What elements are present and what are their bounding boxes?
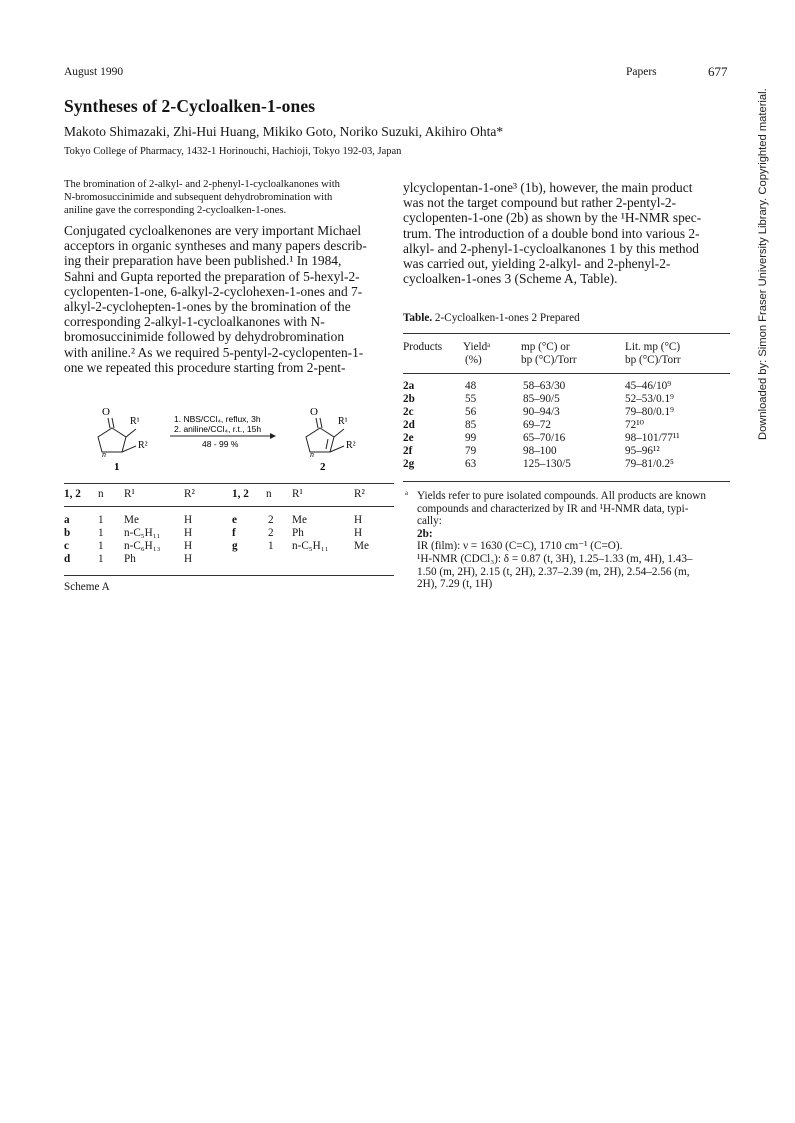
table-cell: 79–81/0.2⁵: [625, 458, 674, 470]
body-line: alkyl- and 2-phenyl-1-cycloalkanones 1 by this method: [403, 240, 700, 256]
author-list: Makoto Shimazaki, Zhi-Hui Huang, Mikiko Goto, Noriko Suzuki, Akihiro Ohta*: [64, 124, 504, 139]
scheme-caption: Scheme A: [64, 581, 110, 593]
results-table-body: [403, 380, 730, 475]
table-row: [403, 380, 730, 393]
table-cell: 2: [268, 514, 274, 526]
table-cell: 2a: [403, 380, 415, 392]
col-yield: Yieldᵃ: [463, 341, 491, 353]
table-cell: b: [64, 527, 71, 539]
footnote-line: compounds and characterized by IR and ¹H-NMR data, typi-: [417, 502, 689, 515]
table-cell: 2g: [403, 458, 415, 470]
results-table-mid-rule: [403, 373, 730, 374]
body-line: with aniline.² As we required 5-pentyl-2-cyclopenten-1-: [64, 344, 364, 360]
table-cell: 48: [465, 380, 477, 392]
product-oxygen: O: [310, 406, 318, 418]
results-table-top-rule: [403, 333, 730, 334]
table-cell: 2: [268, 527, 274, 539]
scheme-col-r1: R¹: [124, 488, 135, 500]
table-cell: Ph: [124, 553, 136, 565]
table-cell: 55: [465, 393, 477, 405]
body-line: was carried out, yielding 2-alkyl- and 2-phenyl-2-: [403, 256, 671, 272]
body-line: cyclopenten-1-one (2b) as shown by the ¹H-NMR spec-: [403, 210, 702, 226]
table-cell: Me: [124, 514, 139, 526]
table-cell: 56: [465, 406, 477, 418]
product-r2: R²: [346, 440, 356, 451]
table-cell: Me: [354, 540, 369, 552]
table-cell: e: [232, 514, 237, 526]
scheme-col-r2: R²: [184, 488, 195, 500]
running-header-date: August 1990: [64, 66, 124, 78]
product-label: 2: [320, 461, 326, 473]
reactant-oxygen: O: [102, 406, 110, 418]
reactant-label: 1: [114, 461, 120, 473]
table-cell: f: [232, 527, 236, 539]
scheme-table-top-rule: [64, 483, 394, 484]
table-cell: H: [354, 527, 363, 539]
table-row: [403, 419, 730, 432]
table-caption-label: Table.: [403, 312, 433, 324]
table-cell: H: [184, 514, 193, 526]
col-mp-unit: bp (°C)/Torr: [521, 354, 577, 366]
table-cell: 85–90/5: [523, 393, 560, 405]
scheme-col-n: n: [98, 488, 104, 500]
table-cell: 99: [465, 432, 477, 444]
col-lit: Lit. mp (°C): [625, 341, 681, 353]
abstract: [64, 178, 394, 217]
col-products: Products: [403, 341, 443, 353]
table-cell: 1: [98, 540, 104, 552]
table-cell: 95–96¹²: [625, 445, 660, 457]
table-cell: 1: [98, 514, 104, 526]
table-cell: 2d: [403, 419, 415, 431]
scheme-table-body: [64, 514, 394, 570]
body-line: acceptors in organic syntheses and many papers describ-: [64, 238, 367, 254]
table-row: [403, 458, 730, 471]
body-line: alkyl-2-cyclohepten-1-ones by the bromination of the: [64, 299, 351, 315]
table-cell: d: [64, 553, 71, 565]
reagent-step-2: 2. aniline/CCl₄, r.t., 15h: [174, 424, 262, 434]
table-cell: 79–80/0.1⁹: [625, 406, 674, 418]
affiliation: Tokyo College of Pharmacy, 1432-1 Horinouchi, Hachioji, Tokyo 192-03, Japan: [64, 146, 402, 157]
table-cell: 85: [465, 419, 477, 431]
table-row: [64, 540, 394, 553]
body-line: bromosuccinimide followed by dehydrobromination: [64, 329, 345, 345]
table-cell: n-C₅H₁₁: [292, 540, 329, 552]
table-cell: 125–130/5: [523, 458, 571, 470]
footnote-line: 1.50 (m, 2H), 2.15 (t, 2H), 2.37–2.39 (m, 2H), 2.54–2.56 (m,: [417, 565, 690, 578]
table-cell: n-C₆H₁₃: [124, 540, 161, 552]
table-cell: H: [354, 514, 363, 526]
reactant-n: n: [102, 450, 106, 459]
table-cell: Ph: [292, 527, 304, 539]
running-header-section: Papers: [626, 66, 657, 78]
reactant-r2: R²: [138, 440, 148, 451]
table-cell: Me: [292, 514, 307, 526]
abstract-line: The bromination of 2-alkyl- and 2-phenyl-1-cycloalkanones with: [64, 179, 340, 190]
reagent-step-1: 1. NBS/CCl₄, reflux, 3h: [174, 414, 261, 424]
col-mp: mp (°C) or: [521, 341, 570, 353]
product-n: n: [310, 450, 314, 459]
table-cell: H: [184, 527, 193, 539]
body-line: one we repeated this procedure starting from 2-pent-: [64, 359, 346, 375]
scheme-col-compound: 1, 2: [232, 488, 249, 500]
reactant-r1: R¹: [130, 416, 140, 427]
table-row: [64, 527, 394, 540]
table-cell: 65–70/16: [523, 432, 566, 444]
footnote-line: 2b:: [417, 527, 433, 540]
abstract-line: N-bromosuccinimide and subsequent dehydrobromination with: [64, 192, 333, 203]
table-cell: 69–72: [523, 419, 551, 431]
table-row: [403, 406, 730, 419]
body-text-left: [64, 223, 394, 375]
footnote-line: IR (film): ν = 1630 (C=C), 1710 cm⁻¹ (C=O).: [417, 540, 623, 553]
results-table-header: [403, 341, 730, 369]
table-cell: 98–101/77¹¹: [625, 432, 680, 444]
scheme-table-header: [64, 488, 394, 502]
body-line: corresponding 2-alkyl-1-cycloalkanones with N-: [64, 314, 325, 330]
body-line: Sahni and Gupta reported the preparation of 5-hexyl-2-: [64, 268, 360, 284]
table-cell: 2e: [403, 432, 414, 444]
table-cell: c: [64, 540, 69, 552]
product-r1: R¹: [338, 416, 348, 427]
table-cell: 1: [268, 540, 274, 552]
table-cell: 63: [465, 458, 477, 470]
table-cell: 1: [98, 527, 104, 539]
scheme-table-mid-rule: [64, 506, 394, 507]
scheme-a-reaction: [64, 400, 394, 478]
footnote-mark: ᵃ: [405, 489, 409, 501]
footnote-line: ¹H-NMR (CDCl₃): δ = 0.87 (t, 3H), 1.25–1.33 (m, 4H), 1.43–: [417, 552, 693, 565]
body-line: trum. The introduction of a double bond into various 2-: [403, 225, 700, 241]
download-watermark: Downloaded by: Simon Fraser University Library. Copyrighted material.: [757, 88, 769, 440]
scheme-col-compound: 1, 2: [64, 488, 81, 500]
footnote-line: cally:: [417, 515, 442, 528]
body-line: ing their preparation have been published.¹ In 1984,: [64, 253, 342, 269]
table-cell: H: [184, 553, 193, 565]
table-row: [403, 393, 730, 406]
body-line: Conjugated cycloalkenones are very important Michael: [64, 223, 362, 238]
col-yield-unit: (%): [465, 354, 482, 366]
table-cell: 2c: [403, 406, 414, 418]
reaction-arrow-head: [270, 433, 276, 439]
table-cell: 90–94/3: [523, 406, 560, 418]
results-table-bottom-rule: [403, 481, 730, 482]
scheme-col-r2: R²: [354, 488, 365, 500]
scheme-col-r1: R¹: [292, 488, 303, 500]
page-number: 677: [708, 64, 728, 79]
table-cell: 52–53/0.1⁹: [625, 393, 674, 405]
table-cell: g: [232, 540, 238, 552]
body-line: ylcyclopentan-1-one³ (1b), however, the main product: [403, 180, 693, 195]
abstract-line: aniline gave the corresponding 2-cycloalken-1-ones.: [64, 205, 287, 216]
footnote-line: Yields refer to pure isolated compounds. All products are known: [417, 490, 706, 502]
table-cell: 58–63/30: [523, 380, 566, 392]
table-row: [64, 514, 394, 527]
yield-range: 48 - 99 %: [202, 439, 239, 449]
body-line: cyclopenten-1-one, 6-alkyl-2-cyclohexen-1-ones and 7-: [64, 283, 363, 299]
table-footnote: [403, 490, 733, 591]
body-line: was not the target compound but rather 2-pentyl-2-: [403, 195, 677, 211]
table-cell: 1: [98, 553, 104, 565]
table-row: [403, 432, 730, 445]
table-cell: a: [64, 514, 70, 526]
table-row: [403, 445, 730, 458]
article-title: Syntheses of 2-Cycloalken-1-ones: [64, 96, 316, 116]
table-cell: 98–100: [523, 445, 557, 457]
body-line: cycloalken-1-ones 3 (Scheme A, Table).: [403, 271, 618, 287]
footnote-line: 2H), 7.29 (t, 1H): [417, 578, 493, 591]
table-row: [64, 553, 394, 566]
table-cell: n-C₅H₁₁: [124, 527, 161, 539]
col-lit-unit: bp (°C)/Torr: [625, 354, 681, 366]
table-cell: 45–46/10⁹: [625, 380, 672, 392]
table-cell: 72¹⁰: [625, 419, 645, 431]
table-cell: H: [184, 540, 193, 552]
table-caption-text: 2-Cycloalken-1-ones 2 Prepared: [434, 312, 580, 324]
table-caption: [403, 312, 580, 325]
scheme-col-n: n: [266, 488, 272, 500]
table-cell: 2f: [403, 445, 413, 457]
body-text-right: [403, 180, 730, 286]
table-cell: 2b: [403, 393, 415, 405]
table-cell: 79: [465, 445, 477, 457]
scheme-table-bottom-rule: [64, 575, 394, 576]
